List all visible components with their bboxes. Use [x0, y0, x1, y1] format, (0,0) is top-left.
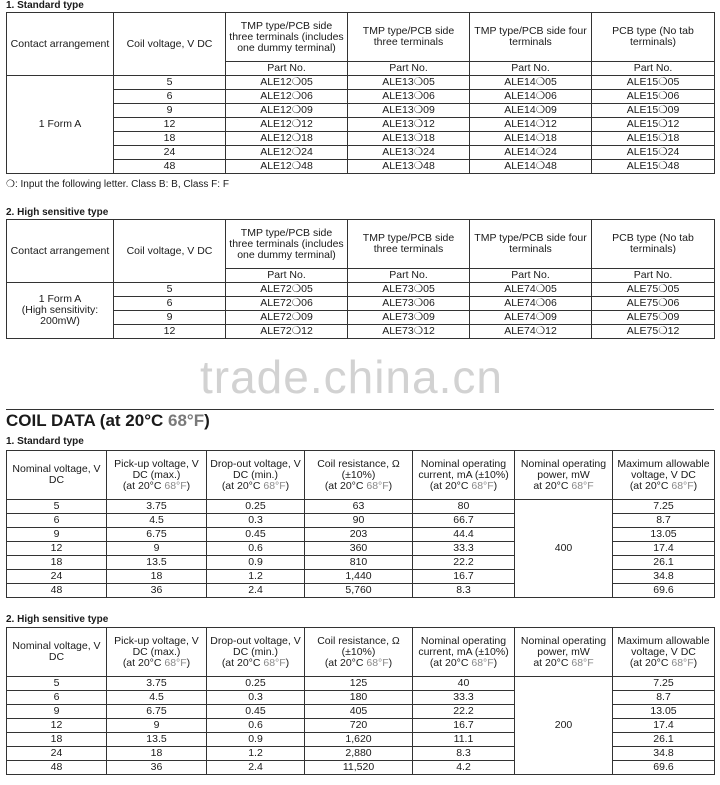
header-text: Nominal voltage, V DC [12, 463, 101, 486]
header-condition: (at 20°C [122, 656, 165, 669]
header-coil-voltage: Coil voltage, V DC [114, 13, 226, 76]
part-no-cell: ALE72❍09 [226, 311, 348, 325]
nominal-current-cell: 22.2 [413, 705, 515, 719]
coil-high-table [6, 627, 715, 775]
dropout-voltage-cell: 0.9 [207, 733, 305, 747]
header-part-no: Part No. [226, 269, 348, 283]
header-pcb: PCB type (No tab terminals) [592, 13, 715, 62]
coil-voltage-cell: 6 [114, 297, 226, 311]
part-no-cell: ALE15❍48 [592, 160, 715, 174]
coil-resistance-cell: 63 [305, 500, 413, 514]
header-part-no: Part No. [470, 62, 592, 76]
contact-arrangement-text: 200mW) [40, 315, 80, 327]
pickup-voltage-cell: 36 [107, 584, 207, 598]
nominal-current-cell: 8.3 [413, 584, 515, 598]
coil-resistance-cell: 360 [305, 542, 413, 556]
part-no-cell: ALE14❍06 [470, 90, 592, 104]
nominal-voltage-cell: 18 [7, 733, 107, 747]
nominal-current-cell: 44.4 [413, 528, 515, 542]
header-condition: at 20°C [533, 656, 572, 669]
header-tmp-four: TMP type/PCB side four terminals [470, 13, 592, 62]
dropout-voltage-cell: 0.3 [207, 514, 305, 528]
part-no-cell: ALE13❍48 [348, 160, 470, 174]
header-text: Nominal operating current, mA (±10%) [418, 457, 509, 481]
header-text: Nominal operating current, mA (±10%) [418, 634, 509, 658]
header-condition: at 20°C [533, 479, 572, 492]
header-fahrenheit: 68°F [263, 479, 286, 492]
coil-resistance-cell: 1,620 [305, 733, 413, 747]
coil-resistance-cell: 5,760 [305, 584, 413, 598]
header-close: ) [388, 656, 393, 669]
header-text: Coil resistance, Ω (±10%) [317, 634, 400, 658]
watermark-text: trade.china.cn [200, 351, 503, 403]
header-fahrenheit: 68°F [671, 656, 694, 669]
header-close: ) [186, 479, 191, 492]
max-voltage-cell: 26.1 [613, 556, 715, 570]
header-fahrenheit: 68°F [164, 479, 187, 492]
header-dropout-voltage [207, 451, 305, 500]
nominal-power-cell: 400 [515, 500, 613, 598]
header-fahrenheit: 68°F [366, 479, 389, 492]
contact-arrangement-text: (High sensitivity: [21, 304, 99, 316]
part-no-cell: ALE72❍12 [226, 325, 348, 339]
header-fahrenheit: 68°F [471, 479, 494, 492]
coil-resistance-cell: 720 [305, 719, 413, 733]
ordering-high-table [6, 219, 715, 339]
pickup-voltage-cell: 9 [107, 542, 207, 556]
part-no-cell: ALE75❍12 [592, 325, 715, 339]
header-coil-voltage: Coil voltage, V DC [114, 220, 226, 283]
ordering-standard-title: 1. Standard type [6, 0, 84, 11]
header-close: ) [693, 656, 698, 669]
header-part-no: Part No. [348, 269, 470, 283]
header-condition: (at 20°C [429, 479, 472, 492]
table-row [7, 160, 715, 174]
dropout-voltage-cell: 0.45 [207, 528, 305, 542]
nominal-current-cell: 22.2 [413, 556, 515, 570]
part-no-cell: ALE75❍06 [592, 297, 715, 311]
coil-resistance-cell: 11,520 [305, 761, 413, 775]
max-voltage-cell: 7.25 [613, 500, 715, 514]
coil-voltage-cell: 18 [114, 132, 226, 146]
part-no-cell: ALE12❍06 [226, 90, 348, 104]
part-no-cell: ALE13❍09 [348, 104, 470, 118]
pickup-voltage-cell: 6.75 [107, 528, 207, 542]
header-fahrenheit: 68°F [164, 656, 187, 669]
header-condition: (at 20°C [221, 656, 264, 669]
header-coil-resistance [305, 628, 413, 677]
header-text: Nominal operating power, mW [520, 634, 607, 658]
header-close: ) [285, 479, 290, 492]
pickup-voltage-cell: 9 [107, 719, 207, 733]
header-text: Drop-out voltage, V DC (min.) [210, 457, 301, 481]
dropout-voltage-cell: 0.6 [207, 542, 305, 556]
max-voltage-cell: 7.25 [613, 677, 715, 691]
header-part-no: Part No. [592, 62, 715, 76]
header-text: Coil resistance, Ω (±10%) [317, 457, 400, 481]
part-no-cell: ALE73❍12 [348, 325, 470, 339]
header-text: Drop-out voltage, V DC (min.) [210, 634, 301, 658]
header-close: ) [493, 656, 498, 669]
header-text: Pick-up voltage, V DC (max.) [114, 634, 199, 658]
part-no-cell: ALE15❍24 [592, 146, 715, 160]
max-voltage-cell: 69.6 [613, 761, 715, 775]
header-max-voltage [613, 628, 715, 677]
coil-resistance-cell: 405 [305, 705, 413, 719]
header-part-no: Part No. [348, 62, 470, 76]
dropout-voltage-cell: 0.25 [207, 677, 305, 691]
dropout-voltage-cell: 0.45 [207, 705, 305, 719]
nominal-current-cell: 40 [413, 677, 515, 691]
coil-voltage-cell: 24 [114, 146, 226, 160]
nominal-power-cell: 200 [515, 677, 613, 775]
header-fahrenheit: 68°F [671, 479, 694, 492]
part-no-cell: ALE15❍18 [592, 132, 715, 146]
max-voltage-cell: 69.6 [613, 584, 715, 598]
table-row [7, 500, 715, 514]
part-no-cell: ALE15❍09 [592, 104, 715, 118]
header-text: Nominal operating power, mW [520, 457, 607, 481]
part-no-cell: ALE14❍18 [470, 132, 592, 146]
coil-data-title [6, 411, 210, 431]
part-no-cell: ALE13❍24 [348, 146, 470, 160]
table-row [7, 311, 715, 325]
table-row [7, 132, 715, 146]
nominal-voltage-cell: 12 [7, 542, 107, 556]
header-pickup-voltage [107, 628, 207, 677]
class-note: ❍: Input the following letter. Class B: B, Class F: F [6, 179, 229, 190]
coil-title-close: ) [204, 411, 210, 430]
pickup-voltage-cell: 4.5 [107, 691, 207, 705]
header-nominal-current [413, 451, 515, 500]
coil-resistance-cell: 810 [305, 556, 413, 570]
coil-standard-title: 1. Standard type [6, 436, 84, 447]
header-text: Pick-up voltage, V DC (max.) [114, 457, 199, 481]
coil-resistance-cell: 90 [305, 514, 413, 528]
dropout-voltage-cell: 0.3 [207, 691, 305, 705]
header-condition: (at 20°C [324, 656, 367, 669]
part-no-cell: ALE15❍12 [592, 118, 715, 132]
header-nominal-voltage [7, 451, 107, 500]
part-no-cell: ALE12❍18 [226, 132, 348, 146]
dropout-voltage-cell: 0.6 [207, 719, 305, 733]
coil-high-title: 2. High sensitive type [6, 614, 109, 625]
header-nominal-power [515, 628, 613, 677]
header-nominal-voltage [7, 628, 107, 677]
header-close: ) [493, 479, 498, 492]
nominal-current-cell: 33.3 [413, 542, 515, 556]
nominal-voltage-cell: 5 [7, 500, 107, 514]
table-row [7, 297, 715, 311]
table-row [7, 146, 715, 160]
table-row [7, 325, 715, 339]
nominal-current-cell: 11.1 [413, 733, 515, 747]
header-nominal-current [413, 628, 515, 677]
dropout-voltage-cell: 2.4 [207, 761, 305, 775]
part-no-cell: ALE13❍18 [348, 132, 470, 146]
part-no-cell: ALE14❍09 [470, 104, 592, 118]
max-voltage-cell: 34.8 [613, 747, 715, 761]
pickup-voltage-cell: 36 [107, 761, 207, 775]
header-text: Nominal voltage, V DC [12, 640, 101, 663]
header-condition: (at 20°C [324, 479, 367, 492]
nominal-current-cell: 80 [413, 500, 515, 514]
max-voltage-cell: 13.05 [613, 528, 715, 542]
part-no-cell: ALE72❍06 [226, 297, 348, 311]
dropout-voltage-cell: 0.9 [207, 556, 305, 570]
header-max-voltage [613, 451, 715, 500]
nominal-voltage-cell: 12 [7, 719, 107, 733]
contact-arrangement-cell [7, 76, 114, 174]
header-tmp-three: TMP type/PCB side three terminals [348, 220, 470, 269]
header-text: Maximum allowable voltage, V DC [617, 457, 710, 481]
table-row [7, 118, 715, 132]
header-tmp-three: TMP type/PCB side three terminals [348, 13, 470, 62]
header-fahrenheit: 68°F [571, 656, 594, 669]
header-close: ) [693, 479, 698, 492]
header-nominal-power [515, 451, 613, 500]
coil-resistance-cell: 180 [305, 691, 413, 705]
contact-arrangement-text: 1 Form A [38, 293, 82, 305]
pickup-voltage-cell: 13.5 [107, 556, 207, 570]
coil-voltage-cell: 12 [114, 325, 226, 339]
part-no-cell: ALE14❍12 [470, 118, 592, 132]
part-no-cell: ALE73❍06 [348, 297, 470, 311]
pickup-voltage-cell: 3.75 [107, 677, 207, 691]
header-dropout-voltage [207, 628, 305, 677]
header-part-no: Part No. [470, 269, 592, 283]
nominal-voltage-cell: 18 [7, 556, 107, 570]
part-no-cell: ALE12❍05 [226, 76, 348, 90]
max-voltage-cell: 8.7 [613, 514, 715, 528]
pickup-voltage-cell: 18 [107, 747, 207, 761]
part-no-cell: ALE74❍06 [470, 297, 592, 311]
part-no-cell: ALE14❍48 [470, 160, 592, 174]
pickup-voltage-cell: 3.75 [107, 500, 207, 514]
header-condition: (at 20°C [122, 479, 165, 492]
table-row [7, 76, 715, 90]
contact-arrangement-cell [7, 283, 114, 339]
coil-voltage-cell: 48 [114, 160, 226, 174]
header-tmp-dummy: TMP type/PCB side three terminals (includes one dummy terminal) [226, 220, 348, 269]
coil-resistance-cell: 125 [305, 677, 413, 691]
nominal-voltage-cell: 24 [7, 570, 107, 584]
coil-voltage-cell: 5 [114, 283, 226, 297]
part-no-cell: ALE12❍24 [226, 146, 348, 160]
coil-voltage-cell: 9 [114, 104, 226, 118]
part-no-cell: ALE13❍12 [348, 118, 470, 132]
nominal-current-cell: 4.2 [413, 761, 515, 775]
nominal-current-cell: 66.7 [413, 514, 515, 528]
part-no-cell: ALE73❍09 [348, 311, 470, 325]
max-voltage-cell: 17.4 [613, 542, 715, 556]
nominal-voltage-cell: 6 [7, 514, 107, 528]
pickup-voltage-cell: 6.75 [107, 705, 207, 719]
part-no-cell: ALE74❍09 [470, 311, 592, 325]
header-close: ) [186, 656, 191, 669]
coil-voltage-cell: 9 [114, 311, 226, 325]
header-part-no: Part No. [226, 62, 348, 76]
max-voltage-cell: 8.7 [613, 691, 715, 705]
header-part-no: Part No. [592, 269, 715, 283]
part-no-cell: ALE73❍05 [348, 283, 470, 297]
table-row [7, 90, 715, 104]
nominal-current-cell: 33.3 [413, 691, 515, 705]
nominal-current-cell: 16.7 [413, 570, 515, 584]
nominal-voltage-cell: 48 [7, 584, 107, 598]
coil-voltage-cell: 6 [114, 90, 226, 104]
part-no-cell: ALE14❍24 [470, 146, 592, 160]
pickup-voltage-cell: 18 [107, 570, 207, 584]
nominal-voltage-cell: 48 [7, 761, 107, 775]
nominal-current-cell: 8.3 [413, 747, 515, 761]
coil-title-text: COIL DATA (at 20°C [6, 411, 169, 430]
part-no-cell: ALE75❍09 [592, 311, 715, 325]
part-no-cell: ALE12❍48 [226, 160, 348, 174]
header-condition: (at 20°C [629, 656, 672, 669]
header-fahrenheit: 68°F [263, 656, 286, 669]
header-close: ) [285, 656, 290, 669]
header-fahrenheit: 68°F [471, 656, 494, 669]
ordering-standard-table [6, 12, 715, 174]
max-voltage-cell: 17.4 [613, 719, 715, 733]
header-pickup-voltage [107, 451, 207, 500]
coil-resistance-cell: 1,440 [305, 570, 413, 584]
nominal-voltage-cell: 6 [7, 691, 107, 705]
dropout-voltage-cell: 0.25 [207, 500, 305, 514]
header-condition: (at 20°C [629, 479, 672, 492]
nominal-voltage-cell: 5 [7, 677, 107, 691]
coil-voltage-cell: 5 [114, 76, 226, 90]
header-text: Maximum allowable voltage, V DC [617, 634, 710, 658]
table-row [7, 104, 715, 118]
part-no-cell: ALE14❍05 [470, 76, 592, 90]
ordering-high-title: 2. High sensitive type [6, 207, 109, 218]
header-contact-arrangement: Contact arrangement [7, 220, 114, 283]
contact-arrangement-text: 1 Form A [38, 118, 82, 130]
table-row [7, 283, 715, 297]
part-no-cell: ALE72❍05 [226, 283, 348, 297]
header-tmp-dummy: TMP type/PCB side three terminals (includes one dummy terminal) [226, 13, 348, 62]
part-no-cell: ALE13❍05 [348, 76, 470, 90]
nominal-voltage-cell: 24 [7, 747, 107, 761]
part-no-cell: ALE13❍06 [348, 90, 470, 104]
header-condition: (at 20°C [429, 656, 472, 669]
max-voltage-cell: 26.1 [613, 733, 715, 747]
pickup-voltage-cell: 13.5 [107, 733, 207, 747]
max-voltage-cell: 13.05 [613, 705, 715, 719]
table-row [7, 677, 715, 691]
coil-resistance-cell: 2,880 [305, 747, 413, 761]
coil-voltage-cell: 12 [114, 118, 226, 132]
max-voltage-cell: 34.8 [613, 570, 715, 584]
dropout-voltage-cell: 1.2 [207, 747, 305, 761]
nominal-voltage-cell: 9 [7, 705, 107, 719]
part-no-cell: ALE15❍05 [592, 76, 715, 90]
part-no-cell: ALE15❍06 [592, 90, 715, 104]
header-fahrenheit: 68°F [366, 656, 389, 669]
dropout-voltage-cell: 2.4 [207, 584, 305, 598]
header-contact-arrangement: Contact arrangement [7, 13, 114, 76]
header-condition: (at 20°C [221, 479, 264, 492]
nominal-current-cell: 16.7 [413, 719, 515, 733]
part-no-cell: ALE12❍09 [226, 104, 348, 118]
part-no-cell: ALE12❍12 [226, 118, 348, 132]
coil-title-fahrenheit: 68°F [168, 411, 205, 430]
pickup-voltage-cell: 4.5 [107, 514, 207, 528]
coil-resistance-cell: 203 [305, 528, 413, 542]
dropout-voltage-cell: 1.2 [207, 570, 305, 584]
nominal-voltage-cell: 9 [7, 528, 107, 542]
header-coil-resistance [305, 451, 413, 500]
divider [6, 409, 714, 410]
coil-standard-table [6, 450, 715, 598]
part-no-cell: ALE74❍12 [470, 325, 592, 339]
part-no-cell: ALE74❍05 [470, 283, 592, 297]
header-fahrenheit: 68°F [571, 479, 594, 492]
header-close: ) [388, 479, 393, 492]
header-tmp-four: TMP type/PCB side four terminals [470, 220, 592, 269]
header-pcb: PCB type (No tab terminals) [592, 220, 715, 269]
part-no-cell: ALE75❍05 [592, 283, 715, 297]
